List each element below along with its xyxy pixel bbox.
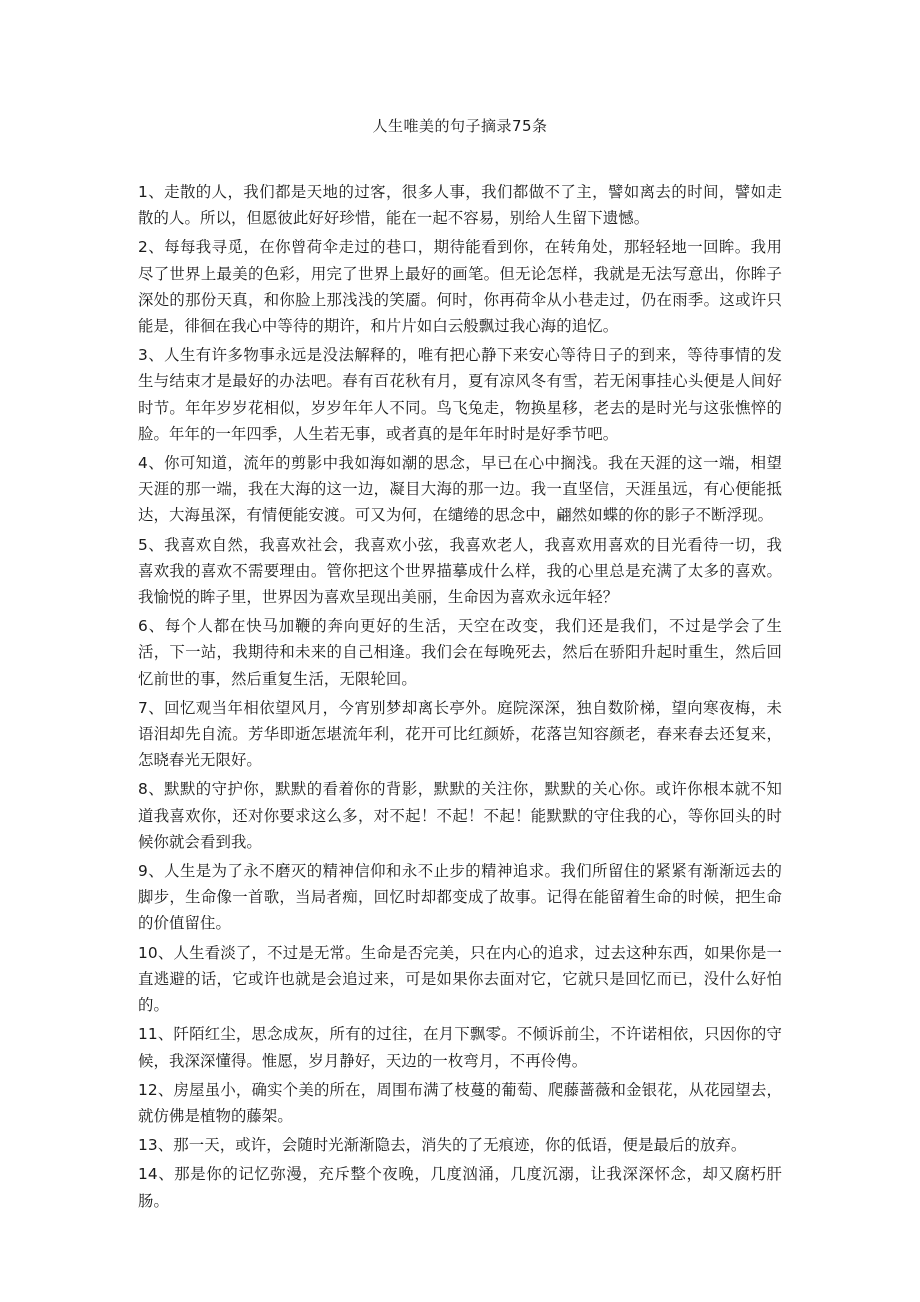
quote-entry-13: 13、那一天，或许，会随时光渐渐隐去，消失的了无痕迹，你的低语，便是最后的放弃。: [138, 1136, 747, 1155]
quote-entry-6: 6、每个人都在快马加鞭的奔向更好的生活，天空在改变，我们还是我们，不过是学会了生活，下一站，我期待和未来的自己相逢。我们会在每晚死去，然后在骄阳升起时重生，然后回忆前世的事，然后重复生活，无限轮回。: [138, 617, 782, 688]
quote-entry-14: 14、那是你的记忆弥漫，充斥整个夜晚，几度汹涌，几度沉溺，让我深深怀念，却又腐朽肝肠。: [138, 1165, 782, 1210]
document-title: 人生唯美的句子摘录75条: [372, 117, 548, 135]
quote-list: [138, 179, 782, 1217]
quote-entry-11: 11、阡陌红尘，思念成灰，所有的过往，在月下飘零。不倾诉前尘，不许诺相依，只因你的守候，我深深懂得。惟愿，岁月静好，天边的一枚弯月，不再伶俜。: [138, 1025, 782, 1070]
quote-entry-2: 2、每每我寻觅，在你曾荷伞走过的巷口，期待能看到你，在转角处，那轻轻地一回眸。我用尽了世界上最美的色彩，用完了世界上最好的画笔。但无论怎样，我就是无法写意出，你眸子深处的那份天真，和你脸上那浅浅的笑靥。何时，你再荷伞从小巷走过，仍在雨季。这或许只能是，徘徊在我心中等待的期许，和片片如白云般飘过我心海的追忆。: [138, 238, 782, 336]
quote-entry-4: 4、你可知道，流年的剪影中我如海如潮的思念，早已在心中搁浅。我在天涯的这一端，相望天涯的那一端，我在大海的这一边，凝目大海的那一边。我一直坚信，天涯虽远，有心便能抵达，大海虽深，有情便能安渡。可又为何，在缱绻的思念中，翩然如蝶的你的影子不断浮现。: [138, 454, 782, 525]
quote-entry-1: 1、走散的人，我们都是天地的过客，很多人事，我们都做不了主，譬如离去的时间，譬如走散的人。所以，但愿彼此好好珍惜，能在一起不容易，别给人生留下遗憾。: [138, 183, 782, 228]
quote-entry-10: 10、人生看淡了，不过是无常。生命是否完美，只在内心的追求，过去这种东西，如果你是一直逃避的话，它或许也就是会追过来，可是如果你去面对它，它就只是回忆而已，没什么好怕的。: [138, 943, 782, 1015]
quote-entry-8: 8、默默的守护你，默默的看着你的背影，默默的关注你，默默的关心你。或许你根本就不知道我喜欢你，还对你要求这么多，对不起！不起！不起！能默默的守住我的心，等你回头的时候你就会看到我。: [138, 780, 782, 851]
quote-entry-5: 5、我喜欢自然，我喜欢社会，我喜欢小弦，我喜欢老人，我喜欢用喜欢的目光看待一切，我喜欢我的喜欢不需要理由。管你把这个世界描摹成什么样，我的心里总是充满了太多的喜欢。我愉悦的眸子里，世界因为喜欢呈现出美丽，生命因为喜欢永远年轻？: [138, 535, 782, 607]
quote-entry-3: 3、人生有许多物事永远是没法解释的，唯有把心静下来安心等待日子的到来，等待事情的发生与结束才是最好的办法吧。春有百花秋有月，夏有凉风冬有雪，若无闲事挂心头便是人间好时节。年年岁岁花相似，岁岁年年人不同。鸟飞兔走，物换星移，老去的是时光与这张憔悴的脸。年年的一年四季，人生若无事，或者真的是年年时时是好季节吧。: [138, 346, 782, 443]
quote-entry-7: 7、回忆观当年相依望风月，今宵别梦却离长亭外。庭院深深，独自数阶梯，望向寒夜梅，未语泪却先自流。芳华即逝怎堪流年利，花开可比红颜娇，花落岂知容颜老，春来春去还复来，怎晓春光无限好。: [138, 698, 782, 770]
quote-entry-12: 12、房屋虽小，确实个美的所在，周围布满了枝蔓的葡萄、爬藤蔷薇和金银花，从花园望去，就仿佛是植物的藤架。: [138, 1080, 782, 1125]
quote-entry-9: 9、人生是为了永不磨灭的精神信仰和永不止步的精神追求。我们所留住的紧紧有渐渐远去的脚步，生命像一首歌，当局者痴，回忆时却都变成了故事。记得在能留着生命的时候，把生命的价值留住。: [138, 862, 782, 933]
